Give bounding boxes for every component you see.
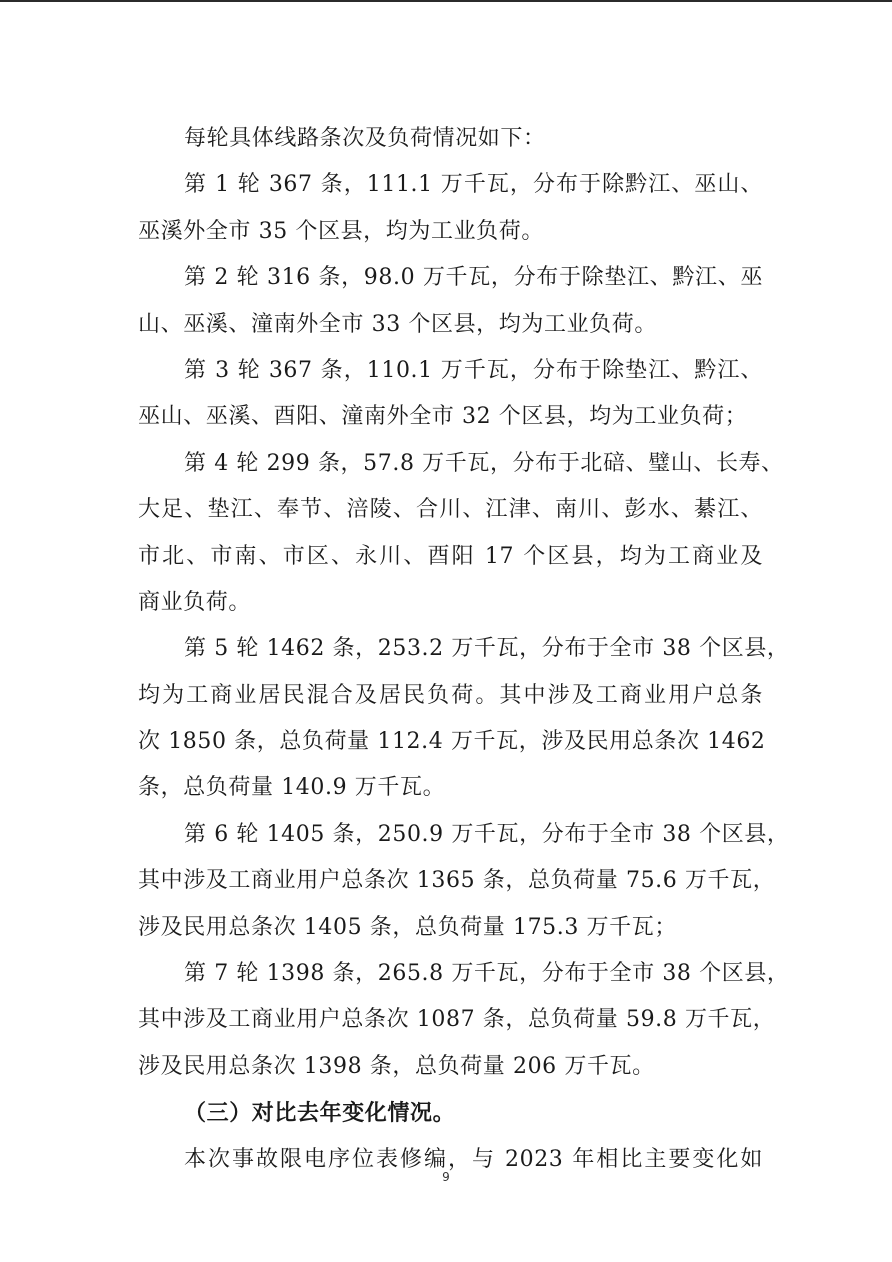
text-line: 均为工商业居民混合及居民负荷。其中涉及工商业用户总条 [138,682,763,708]
text-line: 第 5 轮 1462 条，253.2 万千瓦，分布于全市 38 个区县， [184,636,790,662]
text-line: 巫山、巫溪、酉阳、潼南外全市 32 个区县，均为工业负荷； [138,404,748,430]
text-line: 其中涉及工商业用户总条次 1365 条，总负荷量 75.6 万千瓦， [138,868,776,894]
document-body [138,116,790,1183]
page-number: 9 [442,1170,450,1184]
text-line: 第 2 轮 316 条，98.0 万千瓦，分布于除垫江、黔江、巫 [184,265,763,291]
text-line: 商业负荷。 [138,589,252,615]
text-line: 次 1850 条，总负荷量 112.4 万千瓦，涉及民用总条次 1462 [138,729,766,755]
text-line: 本次事故限电序位表修编，与 2023 年相比主要变化如 [184,1146,763,1172]
text-line: 第 3 轮 367 条，110.1 万千瓦，分布于除垫江、黔江、 [184,357,763,383]
text-line: 巫溪外全市 35 个区县，均为工业负荷。 [138,218,544,244]
text-line: 涉及民用总条次 1405 条，总负荷量 175.3 万千瓦； [138,914,677,940]
text-line: 其中涉及工商业用户总条次 1087 条，总负荷量 59.8 万千瓦， [138,1007,776,1033]
text-line: 涉及民用总条次 1398 条，总负荷量 206 万千瓦。 [138,1053,655,1079]
text-line: 山、巫溪、潼南外全市 33 个区县，均为工业负荷。 [138,311,657,337]
text-line: 第 1 轮 367 条，111.1 万千瓦，分布于除黔江、巫山、 [184,172,763,198]
section-heading: （三）对比去年变化情况。 [184,1100,456,1127]
text-line: 每轮具体线路条次及负荷情况如下： [184,126,546,151]
text-line: 市北、市南、市区、永川、酉阳 17 个区县，均为工商业及 [138,543,763,569]
text-line: 第 6 轮 1405 条，250.9 万千瓦，分布于全市 38 个区县， [184,821,790,847]
text-line: 条，总负荷量 140.9 万千瓦。 [138,775,446,801]
text-line: 第 7 轮 1398 条，265.8 万千瓦，分布于全市 38 个区县， [184,961,790,987]
page-top-border [0,0,892,2]
text-line: 大足、垫江、奉节、涪陵、合川、江津、南川、彭水、綦江、 [138,497,763,523]
text-line: 第 4 轮 299 条，57.8 万千瓦，分布于北碚、璧山、长寿、 [184,450,784,476]
